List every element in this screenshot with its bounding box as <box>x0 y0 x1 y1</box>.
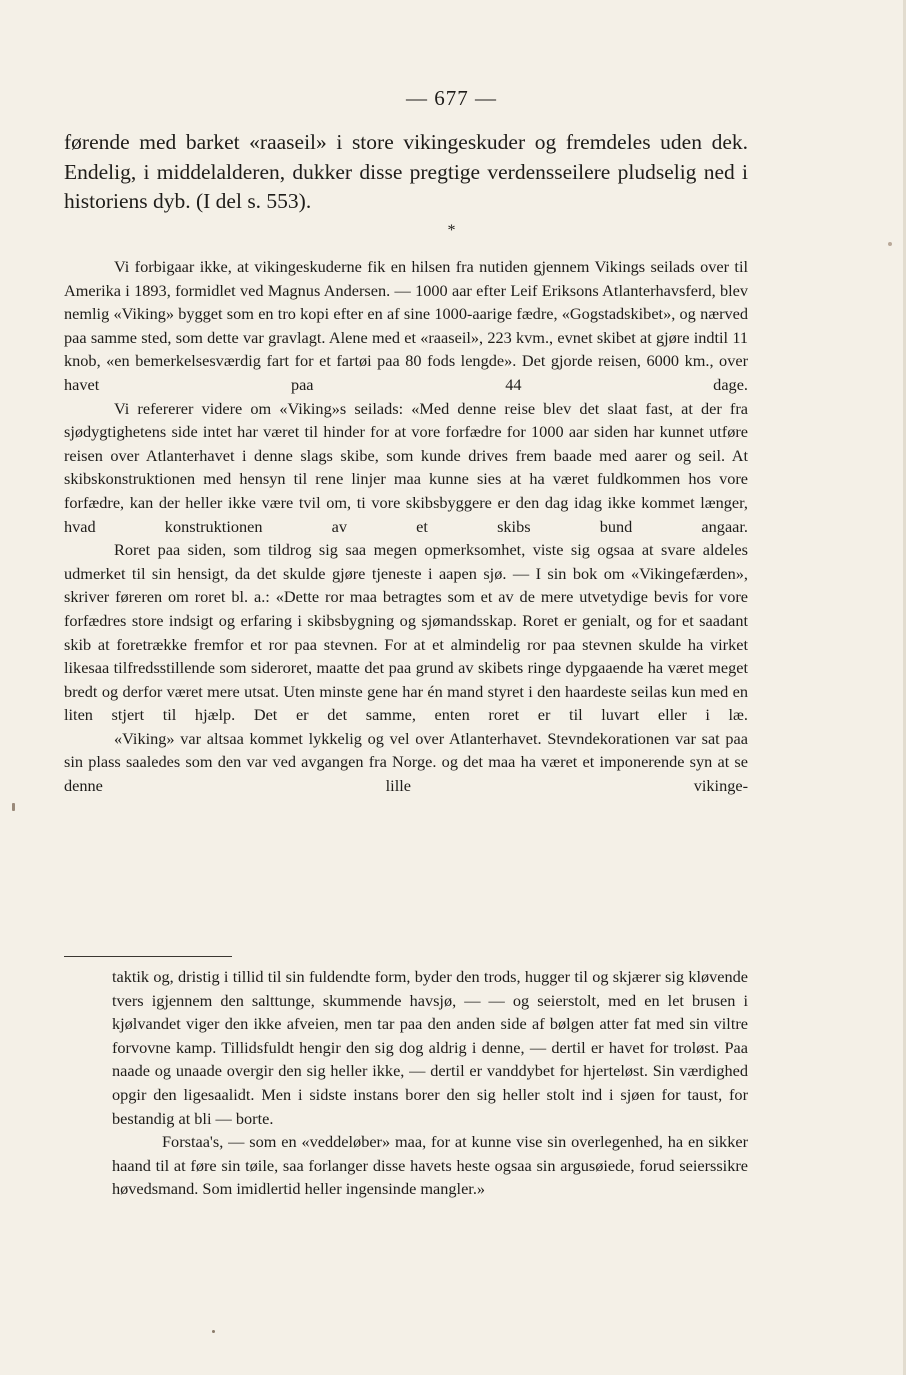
footnote-paragraph-taktik: taktik og, dristig i tillid til sin fuldendte form, byder den trods, hugger til og skjærer sig kløvende tvers igjennem den salttunge, skummende havsjø, — — og seierstolt, med en let brusen i kjølvandet viger den ikke afveien, men tar paa den anden side af bølgen atter fat med sin viltre forvovne kamp. Tillidsfuldt hengir den sig dog aldrig i denne, — dertil er havet for troløst. Paa naade og unaade overgir den sig heller ikke, — dertil er vanddybet for hjerteløst. Sin værdighed opgir den ligesaalidt. Men i sidste instans borer den sig heller stolt ind i sjøen for taust, for bestandig at bli — borte. <box>112 967 748 1128</box>
section-separator-asterisk: * <box>447 222 456 239</box>
paper-speck <box>888 242 892 246</box>
main-text <box>64 255 748 798</box>
paragraph-atlanterhavet: «Viking» var altsaa kommet lykkelig og vel over Atlanterhavet. Stevndekorationen var sat paa sin plass saaledes som den var ved avgangen fra Norge. og det maa ha været et imponerende syn at se denne lille vikinge- <box>64 728 748 796</box>
footnote-quote <box>112 965 748 1201</box>
footnote-divider <box>64 956 232 957</box>
intro-paragraph <box>64 128 748 217</box>
paper-speck <box>212 1330 215 1333</box>
intro-text: førende med barket «raaseil» i store vikingeskuder og fremdeles uden dek. Endelig, i middelalderen, dukker disse pregtige verdensseilere pludselig ned i historiens dyb. (I del s. 553). <box>64 130 748 213</box>
paragraph-roret: Roret paa siden, som tildrog sig saa megen opmerksomhet, viste sig ogsaa at svare aldeles udmerket til sin hensigt, da det skulde gjøre tjeneste i aapen sjø. — I sin bok om «Vikingefærden», skriver føreren om roret bl. a.: «Dette ror maa betragtes som et av de mere utvetydige bevis for vore forfædres store indsigt og erfaring i skibsbygning og sjømandsskap. Roret er genialt, og for et saadant skib at foretrække fremfor et ror paa stevnen. For at et almindelig ror paa stevnen skulde ha virket likesaa tilfredsstillende som sideroret, maatte det paa grund av skibets ringe dypgaaende ha været meget bredt og derfor været mere utsat. Uten minste gene har én mand styret i den haardeste seilas kun med en liten stjert til hjælp. Det er det samme, enten roret er til luvart eller i læ. <box>64 540 748 725</box>
footnote-paragraph-forstaas: Forstaa's, — som en «veddeløber» maa, for at kunne vise sin overlegenhed, ha en sikker haand til at føre sin tøile, saa forlanger disse havets heste ogsaa sin argusøiede, forud seierssikre høvedsmand. Som imidlertid heller ingensinde mangler.» <box>112 1132 748 1199</box>
paragraph-viking-voyage: Vi forbigaar ikke, at vikingeskuderne fik en hilsen fra nutiden gjennem Vikings seilads over til Amerika i 1893, formidlet ved Magnus Andersen. — 1000 aar efter Leif Eriksons Atlanterhavsferd, blev nemlig «Viking» bygget som en tro kopi efter en af sine 1000-aarige fædre, «Gogstadskibet», og nærved paa samme sted, som dette var gravlagt. Alene med et «raaseil», 223 kvm., evnet skibet at gjøre indtil 11 knob, «en bemerkelsesværdig fart for et fartøi paa 80 fods lengde». Det gjorde reisen, 6000 km., over havet paa 44 dage. <box>64 257 748 394</box>
page-number: — 677 — <box>406 86 497 110</box>
paper-speck <box>12 803 15 811</box>
paragraph-viking-seilads: Vi refererer videre om «Viking»s seilads: «Med denne reise blev det slaat fast, at der fra sjødygtighetens side intet har været til hinder for at vore forfædre for 1000 aar siden har kunnet utføre reisen over Atlanterhavet i denne slags skibe, som kunde drives frem baade med aarer og seil. At skibskonstruktionen med hensyn til rene linjer maa kunne sies at ha været fuldkommen hos vore forfædre, kan der heller ikke være tvil om, ti vore skibsbyggere er den dag idag ikke kommet længer, hvad konstruktionen av et skibs bund angaar. <box>64 398 748 536</box>
